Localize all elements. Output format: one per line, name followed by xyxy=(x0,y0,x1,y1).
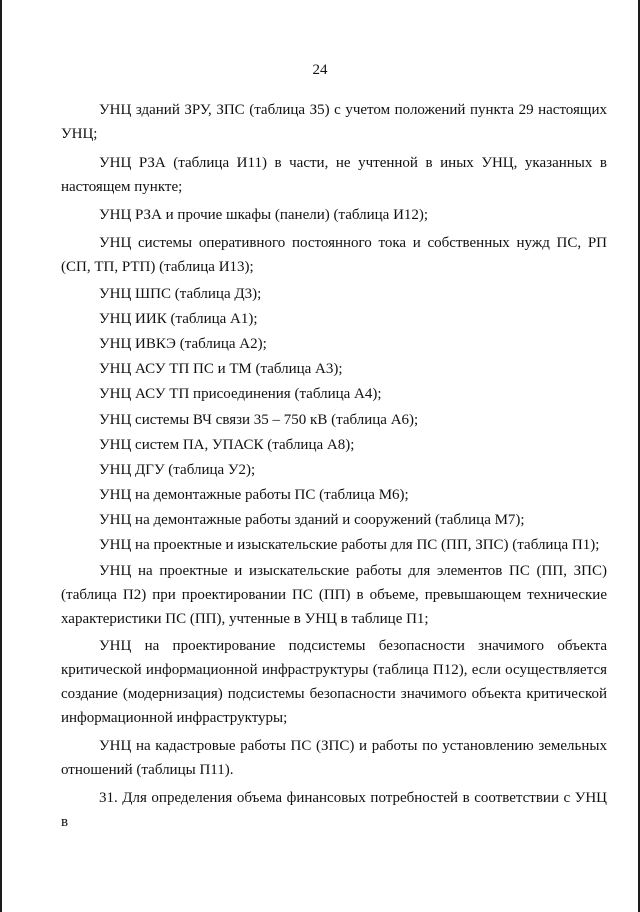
paragraph-9: УНЦ АСУ ТП присоединения (таблица А4); xyxy=(99,386,382,402)
paragraph-8: УНЦ АСУ ТП ПС и ТМ (таблица А3); xyxy=(99,361,343,377)
paragraph-4: УНЦ системы оперативного постоянного тока и собственных нужд ПС, РП (СП, ТП, РТП) (таблица И13); xyxy=(61,235,607,275)
paragraph-1: УНЦ зданий ЗРУ, ЗПС (таблица З5) с учетом положений пункта 29 настоящих УНЦ; xyxy=(61,102,607,142)
paragraph-19: 31. Для определения объема финансовых потребностей в соответствии с УНЦ в xyxy=(61,790,607,830)
paragraph-14: УНЦ на демонтажные работы зданий и сооружений (таблица М7); xyxy=(99,512,525,528)
paragraph-6: УНЦ ИИК (таблица А1); xyxy=(99,311,258,327)
paragraph-11: УНЦ систем ПА, УПАСК (таблица А8); xyxy=(99,437,355,453)
paragraph-16: УНЦ на проектные и изыскательские работы для элементов ПС (ПП, ЗПС) (таблица П2) при проектировании ПС (ПП) в объеме, превышающем технические характеристики ПС (ПП), учтенные в УНЦ в таблице П1; xyxy=(61,563,607,627)
paragraph-7: УНЦ ИВКЭ (таблица А2); xyxy=(99,336,267,352)
paragraph-15: УНЦ на проектные и изыскательские работы для ПС (ПП, ЗПС) (таблица П1); xyxy=(99,537,600,553)
paragraph-18: УНЦ на кадастровые работы ПС (ЗПС) и работы по установлению земельных отношений (таблицы П11). xyxy=(61,738,607,778)
paragraph-3: УНЦ РЗА и прочие шкафы (панели) (таблица И12); xyxy=(99,207,429,223)
paragraph-5: УНЦ ШПС (таблица Д3); xyxy=(99,286,262,302)
paragraph-17: УНЦ на проектирование подсистемы безопасности значимого объекта критической информационной инфраструктуры (таблица П12), если осуществляется создание (модернизация) подсистемы безопасности значимого объекта критической информационной инфраструктуры; xyxy=(61,638,607,726)
paragraph-12: УНЦ ДГУ (таблица У2); xyxy=(99,462,256,478)
paragraph-10: УНЦ системы ВЧ связи 35 – 750 кВ (таблица А6); xyxy=(99,412,419,428)
page-number: 24 xyxy=(312,62,328,78)
paragraph-2: УНЦ РЗА (таблица И11) в части, не учтенной в иных УНЦ, указанных в настоящем пункте; xyxy=(61,155,607,195)
scan-border-left xyxy=(0,0,2,912)
paragraph-13: УНЦ на демонтажные работы ПС (таблица М6); xyxy=(99,487,409,503)
